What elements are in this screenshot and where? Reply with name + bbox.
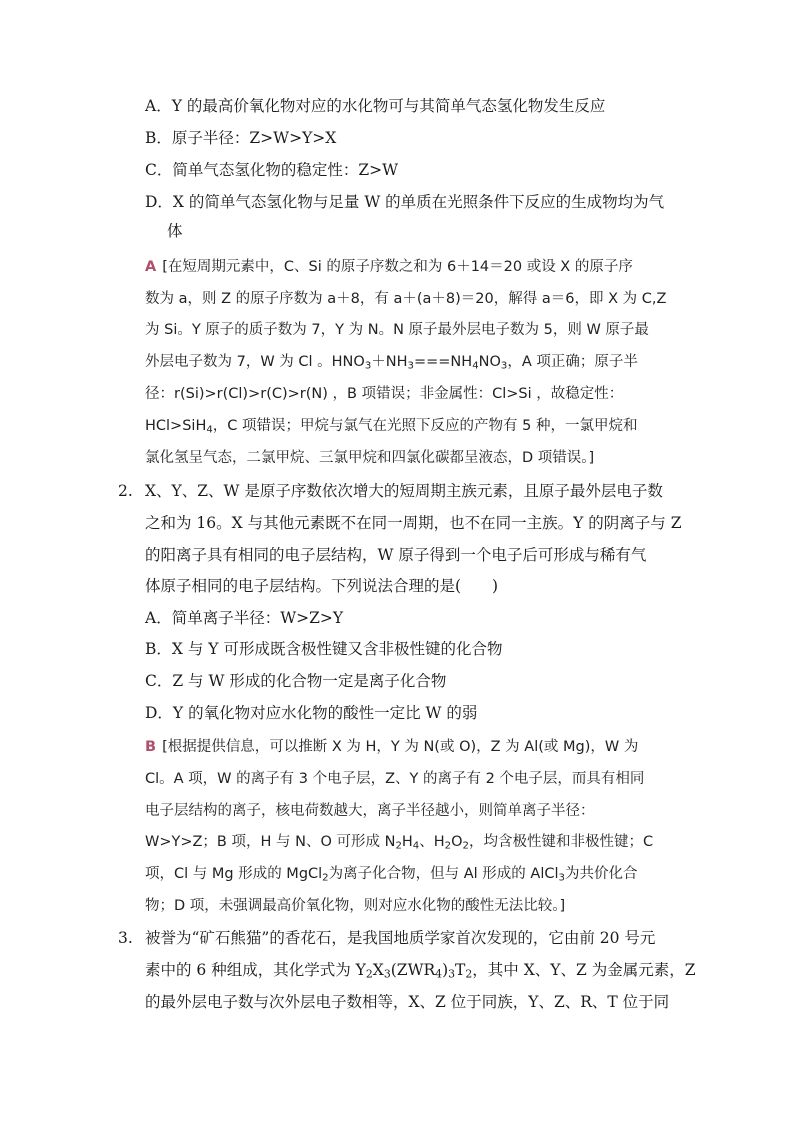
q2-stem-line-3: 的阳离子具有相同的电子层结构，W 原子得到一个电子后可形成与稀有气 — [145, 546, 647, 564]
q2-answer-line-2: Cl。A 项，W 的离子有 3 个电子层，Z、Y 的离子有 2 个电子层，而具有相同 — [145, 771, 645, 787]
q3-stem-line-1: 被誉为“矿石熊猫”的香花石，是我国地质学家首次发现的，它由前 20 号元 — [145, 929, 656, 947]
q1-answer-text-4c: ===NH — [413, 354, 473, 370]
q3-text-2d: ) — [442, 961, 449, 979]
q2-stem-line-4: 体原子相同的电子层结构。下列说法合理的是( ) — [145, 577, 499, 595]
q2-stem-line-1: X、Y、Z、W 是原子序数依次增大的短周期主族元素，且原子最外层电子数 — [145, 482, 663, 500]
subscript: 4 — [206, 424, 213, 436]
subscript: 4 — [412, 840, 420, 852]
q1-answer-text-4e: ，A 项正确；原子半 — [507, 354, 638, 370]
q2-answer-text-4b: H — [401, 834, 413, 850]
subscript: 3 — [407, 360, 414, 372]
q1-answer-text-4a: 外层电子数为 7，W 为 Cl 。HNO — [145, 354, 365, 370]
q1-answer-line-2: 数为 a，则 Z 的原子序数为 a＋8，有 a＋(a＋8)＝20，解得 a＝6，即 X 为 C,Z — [145, 291, 667, 307]
q2-answer-text-4a: W>Y>Z；B 项，H 与 N、O 可形成 N — [145, 834, 396, 850]
q1-answer-letter: A — [145, 259, 157, 275]
q1-answer-line-5: 径：r(Si)>r(Cl)>r(C)>r(N) ，B 项错误；非金属性：Cl>Si ，故稳定性： — [145, 386, 624, 402]
q1-answer-text-1: [在短周期元素中，C、Si 的原子序数之和为 6＋14＝20 或设 X 的原子序 — [162, 259, 633, 275]
q3-number: 3. — [118, 929, 133, 947]
q3-text-2a: 素中的 6 种组成，其化学式为 Y — [145, 961, 366, 979]
q1-option-a: A．Y 的最高价氧化物对应的水化物可与其简单气态氢化物发生反应 — [145, 97, 606, 115]
q2-option-a: A．简单离子半径：W>Z>Y — [145, 609, 344, 627]
q3-text-2c: (ZWR — [390, 961, 436, 979]
subscript: 3 — [364, 360, 372, 372]
q2-answer-text-1: [根据提供信息，可以推断 X 为 H，Y 为 N(或 O)，Z 为 Al(或 Mg)，W 为 — [162, 739, 639, 755]
q2-option-d: D．Y 的氧化物对应水化物的酸性一定比 W 的弱 — [145, 704, 478, 722]
q2-number: 2. — [118, 482, 133, 500]
q1-answer-line-3: 为 Si。Y 原子的质子数为 7，Y 为 N。N 原子最外层电子数为 5，则 W 原子最 — [145, 322, 649, 338]
q2-stem-line-2: 之和为 16。X 与其他元素既不在同一周期，也不在同一主族。Y 的阴离子与 Z — [145, 514, 682, 532]
q2-answer-text-4c: 、H — [419, 834, 445, 850]
subscript: 2 — [444, 840, 452, 852]
q1-option-d-cont: 体 — [167, 222, 183, 240]
q3-stem-line-2 — [145, 960, 695, 985]
q2-option-b: B．X 与 Y 可形成既含极性键又含非极性键的化合物 — [145, 640, 503, 658]
q2-answer-text-4e: ，均含极性键和非极性键；C — [468, 834, 654, 850]
subscript: 3 — [558, 872, 565, 884]
q1-answer-line-1 — [145, 257, 633, 277]
subscript: 3 — [383, 967, 391, 981]
q2-answer-line-3: 电子层结构的离子，核电荷数越大，离子半径越小，则简单离子半径： — [145, 803, 595, 819]
q1-answer-text-6b: ，C 项错误；甲烷与氯气在光照下反应的产物有 5 种，一氯甲烷和 — [212, 418, 638, 434]
subscript: 2 — [395, 840, 402, 852]
q2-answer-text-5a: 项，Cl 与 Mg 形成的 MgCl — [145, 866, 323, 882]
q3-text-2e: T — [455, 961, 466, 979]
q1-option-d: D．X 的简单气态氢化物与足量 W 的单质在光照条件下反应的生成物均为气 — [145, 193, 665, 211]
q1-answer-line-4 — [145, 352, 638, 377]
q3-stem-line-3: 的最外层电子数与次外层电子数相等，X、Z 位于同族，Y、Z、R、T 位于同 — [145, 993, 670, 1011]
subscript: 4 — [435, 967, 443, 981]
q2-answer-text-4d: O — [451, 834, 463, 850]
subscript: 3 — [448, 967, 456, 981]
q2-answer-text-5b: 为离子化合物，但与 Al 形成的 AlCl — [328, 866, 559, 882]
q2-answer-line-5 — [145, 864, 637, 889]
q1-option-b: B．原子半径：Z>W>Y>X — [145, 129, 337, 147]
q2-answer-line-1 — [145, 737, 638, 757]
q1-answer-text-6a: HCl>SiH — [145, 418, 207, 434]
q2-answer-text-5c: 为共价化合 — [564, 866, 638, 882]
subscript: 2 — [462, 840, 469, 852]
q1-option-c: C．简单气态氢化物的稳定性：Z>W — [145, 161, 399, 179]
q1-answer-line-7: 氯化氢呈气态，二氯甲烷、三氯甲烷和四氯化碳都呈液态，D 项错误。] — [145, 450, 595, 466]
q1-answer-line-6 — [145, 416, 637, 441]
q2-option-c: C．Z 与 W 形成的化合物一定是离子化合物 — [145, 672, 447, 690]
q3-text-2b: X — [372, 961, 384, 979]
subscript: 2 — [365, 967, 373, 981]
subscript: 4 — [472, 360, 479, 372]
q1-answer-text-4b: ＋NH — [371, 354, 408, 370]
subscript: 2 — [465, 967, 473, 981]
q1-answer-text-4d: NO — [478, 354, 501, 370]
q2-answer-line-4 — [145, 832, 653, 857]
subscript: 3 — [500, 360, 508, 372]
q2-answer-line-6: 物；D 项，未强调最高价氧化物，则对应水化物的酸性无法比较。] — [145, 898, 566, 914]
q3-text-2f: ，其中 X、Y、Z 为金属元素，Z — [472, 961, 696, 979]
q2-answer-letter: B — [145, 739, 157, 755]
subscript: 2 — [322, 872, 329, 884]
